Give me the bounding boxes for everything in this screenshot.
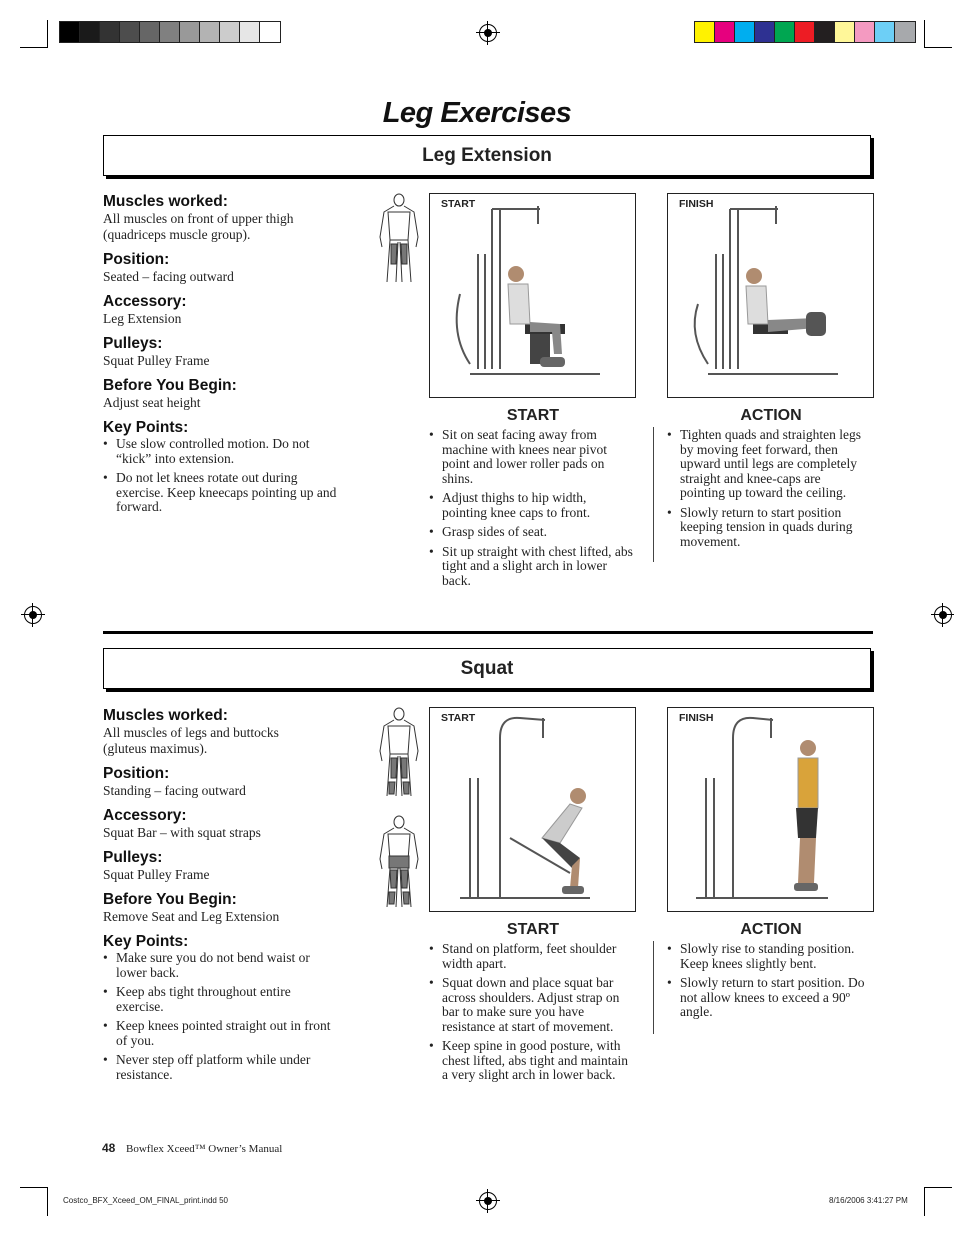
action-instructions-list bbox=[667, 428, 863, 554]
color-swatch bbox=[140, 22, 160, 42]
start-instructions-list bbox=[429, 942, 634, 1088]
crop-mark bbox=[924, 20, 925, 48]
muscles-worked-heading: Muscles worked: bbox=[103, 707, 228, 724]
accessory-heading: Accessory: bbox=[103, 293, 187, 310]
crop-mark bbox=[924, 1187, 952, 1188]
color-swatch bbox=[775, 22, 795, 42]
color-swatch bbox=[895, 22, 915, 42]
before-you-begin-text: Remove Seat and Leg Extension bbox=[103, 909, 280, 924]
color-swatch bbox=[100, 22, 120, 42]
pulleys-heading: Pulleys: bbox=[103, 849, 163, 866]
accessory-text: Leg Extension bbox=[103, 311, 182, 326]
list-item: • Do not let knees rotate out during exercise. Keep kneecaps pointing up and forward. bbox=[103, 471, 339, 515]
page-title: Leg Exercises bbox=[382, 97, 572, 129]
color-swatch bbox=[795, 22, 815, 42]
leg-extension-finish-illustration bbox=[668, 194, 873, 397]
key-points-list bbox=[103, 951, 339, 1082]
photo-label-start: START bbox=[441, 712, 476, 724]
color-swatch bbox=[855, 22, 875, 42]
list-item: • Stand on platform, feet shoulder width apart. bbox=[429, 942, 634, 971]
start-heading: START bbox=[506, 921, 560, 938]
list-item: • Sit up straight with chest lifted, abs tight and a slight arch in lower back. bbox=[429, 545, 634, 589]
column-divider bbox=[653, 427, 654, 562]
list-item: • Keep spine in good posture, with chest lifted, abs tight and maintain a very slight arch in lower back. bbox=[429, 1039, 634, 1083]
crop-mark bbox=[20, 47, 48, 48]
registration-mark-icon bbox=[479, 1192, 497, 1210]
action-heading: ACTION bbox=[740, 407, 802, 424]
manual-title: Bowflex Xceed™ Owner’s Manual bbox=[126, 1143, 283, 1155]
registration-mark-icon bbox=[24, 606, 42, 624]
color-swatch bbox=[260, 22, 280, 42]
crop-mark bbox=[20, 1187, 48, 1188]
color-swatch bbox=[240, 22, 260, 42]
list-item: • Grasp sides of seat. bbox=[429, 525, 634, 540]
section-title-leg-extension: Leg Extension bbox=[103, 135, 871, 176]
list-item: • Slowly rise to standing position. Keep knees slightly bent. bbox=[667, 942, 877, 971]
list-item: • Slowly return to start position keeping tension in quads during movement. bbox=[667, 506, 863, 550]
registration-mark-icon bbox=[934, 606, 952, 624]
list-item: • Adjust thighs to hip width, pointing knee caps to front. bbox=[429, 491, 634, 520]
action-instructions-list bbox=[667, 942, 877, 1025]
color-swatch bbox=[735, 22, 755, 42]
page-number: 48 bbox=[102, 1141, 116, 1155]
color-swatch bbox=[715, 22, 735, 42]
color-swatch bbox=[80, 22, 100, 42]
key-points-heading: Key Points: bbox=[103, 419, 189, 436]
color-swatch bbox=[200, 22, 220, 42]
start-photo bbox=[429, 193, 636, 398]
muscles-worked-heading: Muscles worked: bbox=[103, 193, 228, 210]
exercise-details-squat bbox=[103, 707, 353, 1088]
position-text: Standing – facing outward bbox=[103, 783, 246, 798]
color-swatch bbox=[815, 22, 835, 42]
action-heading: ACTION bbox=[740, 921, 802, 938]
crop-mark bbox=[47, 1188, 48, 1216]
squat-start-illustration bbox=[430, 708, 635, 911]
list-item: • Make sure you do not bend waist or lower back. bbox=[103, 951, 339, 980]
finish-photo bbox=[667, 707, 874, 912]
leg-extension-start-illustration bbox=[430, 194, 635, 397]
exercise-details-leg-extension bbox=[103, 193, 353, 521]
start-instructions-list bbox=[429, 428, 634, 593]
before-you-begin-heading: Before You Begin: bbox=[103, 377, 237, 394]
list-item: • Use slow controlled motion. Do not “kick” into extension. bbox=[103, 437, 339, 466]
anatomy-front-figure-icon bbox=[374, 192, 424, 287]
registration-mark-icon bbox=[479, 24, 497, 42]
color-swatch bbox=[835, 22, 855, 42]
column-divider bbox=[653, 941, 654, 1034]
color-swatch bbox=[120, 22, 140, 42]
color-swatch bbox=[220, 22, 240, 42]
pulleys-text: Squat Pulley Frame bbox=[103, 867, 210, 882]
photo-label-finish: FINISH bbox=[679, 712, 714, 724]
anatomy-back-figure-icon bbox=[374, 814, 424, 912]
list-item: • Tighten quads and straighten legs by moving feet forward, then upward until legs are completely straight and knee-caps are pointing up toward the ceiling. bbox=[667, 428, 863, 501]
crop-mark bbox=[924, 1188, 925, 1216]
pulleys-text: Squat Pulley Frame bbox=[103, 353, 210, 368]
color-swatch bbox=[180, 22, 200, 42]
accessory-text: Squat Bar – with squat straps bbox=[103, 825, 261, 840]
photo-label-finish: FINISH bbox=[679, 198, 714, 210]
list-item: • Sit on seat facing away from machine with knees near pivot point and lower roller pads on shins. bbox=[429, 428, 634, 486]
list-item: • Squat down and place squat bar across shoulders. Adjust strap on bar to make sure you have resistance at start of movement. bbox=[429, 976, 634, 1034]
pulleys-heading: Pulleys: bbox=[103, 335, 163, 352]
slug-date: 8/16/2006 3:41:27 PM bbox=[829, 1196, 908, 1205]
muscles-worked-text: All muscles of legs and buttocks (gluteus maximus). bbox=[103, 725, 279, 756]
accessory-heading: Accessory: bbox=[103, 807, 187, 824]
color-swatch bbox=[60, 22, 80, 42]
crop-mark bbox=[47, 20, 48, 48]
start-heading: START bbox=[506, 407, 560, 424]
key-points-heading: Key Points: bbox=[103, 933, 189, 950]
start-photo bbox=[429, 707, 636, 912]
crop-mark bbox=[924, 47, 952, 48]
position-text: Seated – facing outward bbox=[103, 269, 234, 284]
before-you-begin-text: Adjust seat height bbox=[103, 395, 201, 410]
list-item: • Keep knees pointed straight out in front of you. bbox=[103, 1019, 339, 1048]
before-you-begin-heading: Before You Begin: bbox=[103, 891, 237, 908]
color-swatch bbox=[695, 22, 715, 42]
photo-label-start: START bbox=[441, 198, 476, 210]
color-swatch bbox=[875, 22, 895, 42]
position-heading: Position: bbox=[103, 765, 170, 782]
squat-finish-illustration bbox=[668, 708, 873, 911]
muscles-worked-text: All muscles on front of upper thigh (quadriceps muscle group). bbox=[103, 211, 294, 242]
key-points-list bbox=[103, 437, 339, 515]
finish-photo bbox=[667, 193, 874, 398]
list-item: • Slowly return to start position. Do not allow knees to exceed a 90º angle. bbox=[667, 976, 877, 1020]
section-title-squat: Squat bbox=[103, 648, 871, 689]
color-swatch bbox=[755, 22, 775, 42]
list-item: • Never step off platform while under resistance. bbox=[103, 1053, 339, 1082]
slug-file-name: Costco_BFX_Xceed_OM_FINAL_print.indd 50 bbox=[63, 1196, 228, 1205]
list-item: • Keep abs tight throughout entire exercise. bbox=[103, 985, 339, 1014]
anatomy-front-figure-icon bbox=[374, 706, 424, 801]
color-swatch bbox=[160, 22, 180, 42]
section-divider bbox=[103, 631, 873, 634]
position-heading: Position: bbox=[103, 251, 170, 268]
